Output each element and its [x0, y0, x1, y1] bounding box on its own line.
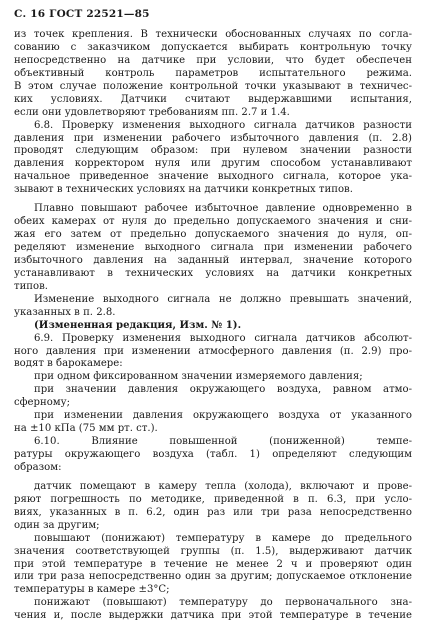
text-line: образом: [14, 461, 62, 473]
text-line: объективный контроль параметров испытательного режима. [14, 67, 412, 79]
text-line: жая его затем от предельно допускаемого значения до нуля, оп- [14, 229, 412, 241]
text-line: при одном фиксированном значении измеряемого давления; [34, 371, 363, 383]
text-line: начальное приведенное значение выходного сигнала, которое ука- [14, 171, 412, 183]
text-line: понижают (повышают) температуру до первоначального зна- [34, 597, 412, 609]
text-line: при изменении давления окружающего воздуха от указанного [34, 410, 412, 422]
text-line: датчик помещают в камеру тепла (холода), включают и прове- [34, 480, 412, 492]
text-line: давления корректором нуля или другим способом устанавливают [14, 158, 412, 170]
text-line: виях, указанных в п. 6.2, один раз или три раза непосредственно [14, 506, 412, 518]
text-line: или три раза непосредственно один за другим; допускаемое отклонение [14, 571, 412, 583]
text-line: В этом случае положение контрольной точки указывают в техничес- [14, 80, 412, 92]
text-line: при этой температуре в течение не менее 2 ч и проверяют один [14, 558, 412, 570]
text-line: ратуры окружающего воздуха (табл. 1) определяют следующим [14, 449, 412, 460]
text-line: при значении давления окружающего воздуха, равном атмо- [34, 384, 412, 396]
text-line: Изменение выходного сигнала не должно превышать значений, [34, 293, 412, 305]
text-line: температуры в камере ±3°С; [14, 584, 170, 596]
text-line: давления при изменении рабочего избыточного давления (п. 2.8) [14, 132, 412, 144]
document-body [14, 29, 412, 623]
text-line: ких условиях. Датчики считают выдержавшими испытания, [14, 93, 412, 105]
text-line: значения соответствующей группы (п. 1.5), выдерживают датчик [14, 545, 412, 557]
text-line: зывают в технических условиях на датчики конкретных типов. [14, 184, 353, 196]
text-line: водят в барокамере: [14, 358, 123, 370]
text-line: указанных в п. 2.8. [14, 306, 116, 318]
text-line: на ±10 кПа (75 мм рт. ст.). [14, 423, 158, 435]
text-line: устанавливают в технических условиях на датчики конкретных [14, 267, 412, 279]
text-line: чения и, после выдержки датчика при этой температуре в течение [14, 610, 412, 622]
text-line: Плавно повышают рабочее избыточное давление одновременно в [34, 203, 412, 215]
text-line: один за другим; [14, 519, 100, 531]
text-line: если они удовлетворяют требованиям пп. 2.7 и 1.4. [14, 106, 290, 118]
text-line: проводят следующим образом: при нулевом значении разности [14, 145, 412, 157]
text-line: ределяют изменение выходного сигнала при изменении рабочего [14, 242, 412, 253]
text-line: сованию с заказчиком допускается выбирать контрольную точку [14, 41, 412, 53]
text-line: сферному; [14, 397, 70, 409]
standard-number: ГОСТ 22521—85 [49, 8, 150, 20]
text-line: ного давления при изменении атмосферного давления (п. 2.9) про- [14, 345, 412, 357]
text-line: непосредственно на датчике при условии, что будет обеспечен [14, 54, 412, 66]
text-line: типов. [14, 280, 49, 292]
text-line: ряют погрешность по методике, приведенной в п. 6.3, при усло- [14, 493, 412, 505]
text-line: 6.9. Проверку изменения выходного сигнала датчиков абсолют- [34, 332, 412, 344]
text-line: 6.10. Влияние повышенной (пониженной) темпе- [34, 436, 412, 448]
page-number: С. 16 [14, 8, 46, 20]
text-line: из точек крепления. В технически обоснованных случаях по согла- [14, 29, 412, 40]
text-line: повышают (понижают) температуру в камере до предельного [34, 532, 412, 544]
text-line: 6.8. Проверку изменения выходного сигнала датчиков разности [34, 119, 412, 131]
text-line: избыточного давления на заданный интервал, значение которого [14, 254, 412, 266]
text-line: обеих камерах от нуля до предельно допускаемого значения и сни- [14, 216, 412, 228]
page-header [14, 8, 150, 20]
text-line: (Измененная редакция, Изм. № 1). [34, 319, 242, 331]
